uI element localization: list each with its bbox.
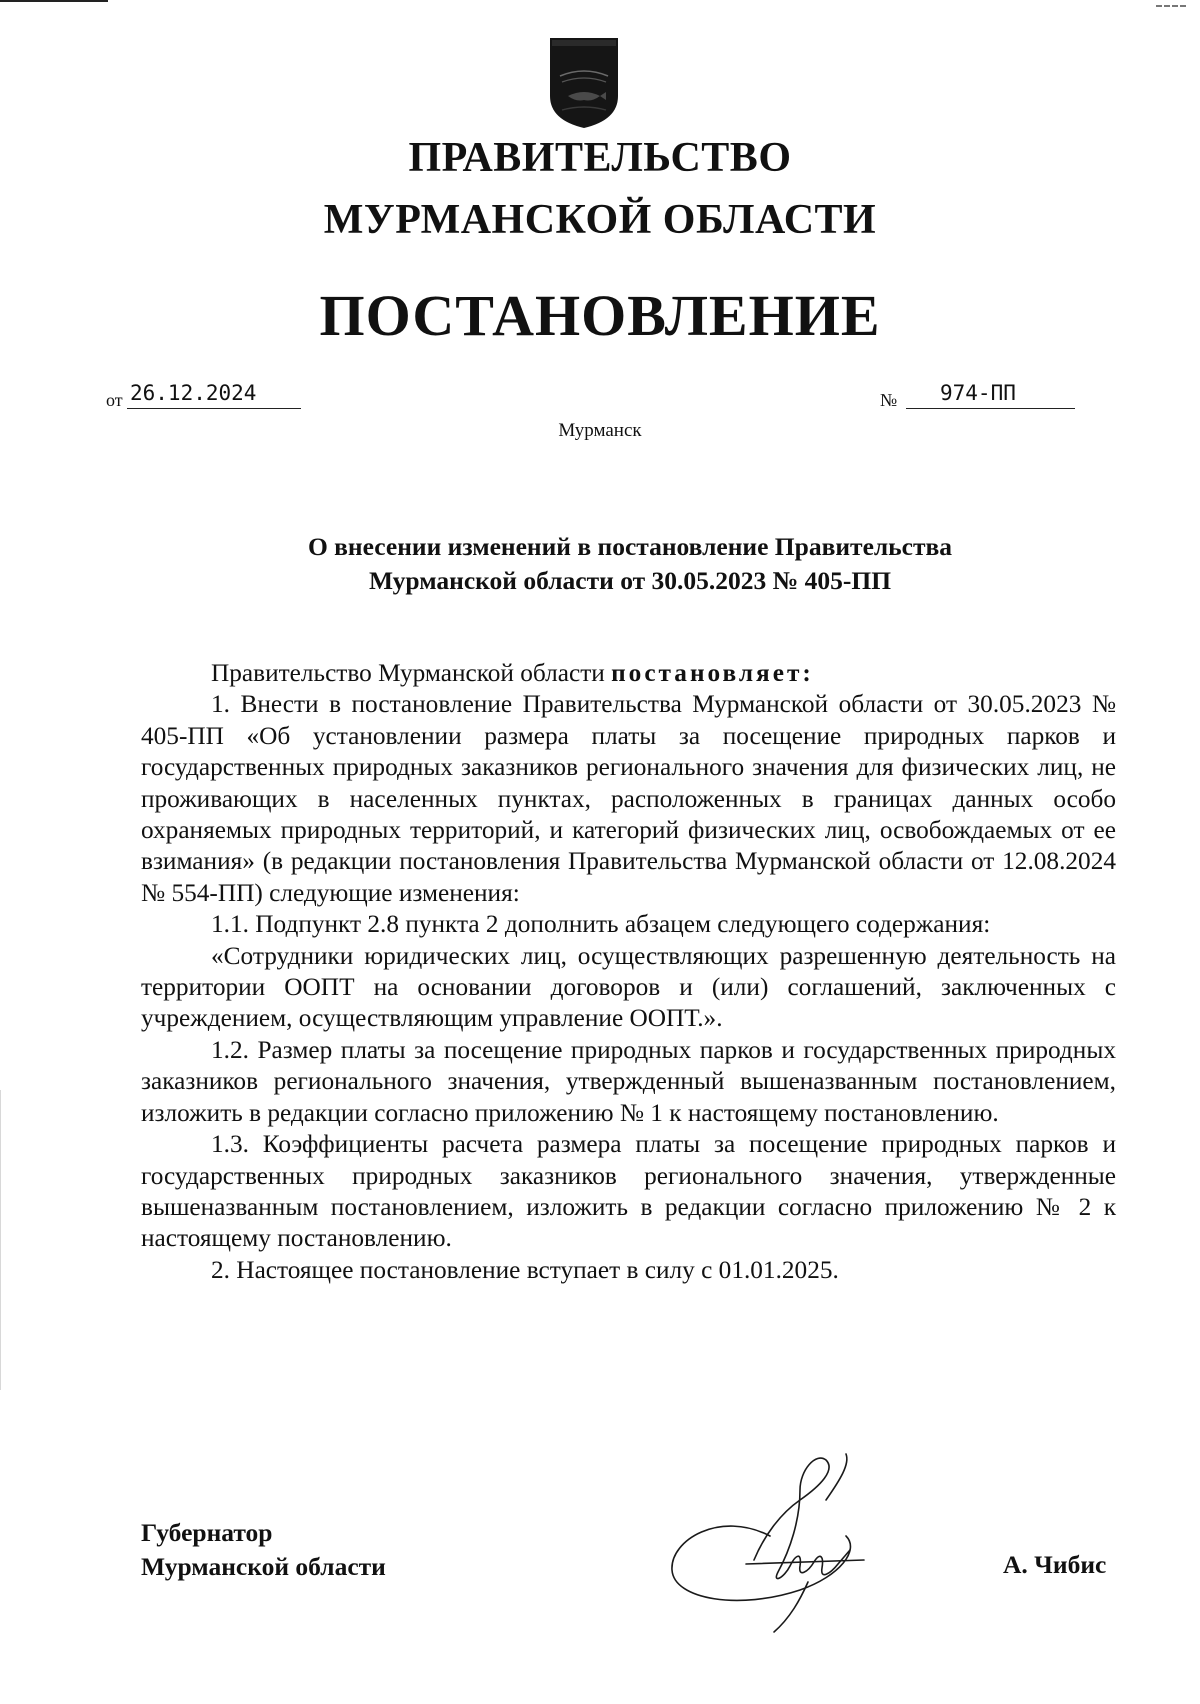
document-number: 974-ПП <box>906 378 1075 409</box>
body-paragraph-1-2: 1.2. Размер платы за посещение природных парков и государственных природных заказников регионального значения, утвержденный вышеназванным постановлением, изложить в редакции согласно приложению № 1 к настоящему постановлению. <box>141 1035 1116 1127</box>
subject-line1: О внесении изменений в постановление Правительства <box>307 532 953 561</box>
body-intro <box>141 658 1116 689</box>
number-prefix: № <box>880 390 898 410</box>
murmansk-coat-of-arms-icon <box>548 36 620 130</box>
org-name-line1: ПРАВИТЕЛЬСТВО <box>408 135 792 181</box>
document-city: Мурманск <box>558 420 642 441</box>
document-subject <box>0 530 1200 598</box>
intro-text: Правительство Мурманской области <box>211 659 612 687</box>
document-body <box>141 658 1116 1286</box>
date-prefix: от <box>106 390 123 410</box>
scan-artifact-line <box>0 0 108 2</box>
signatory-name: А. Чибис <box>1003 1550 1107 1579</box>
handwritten-signature-icon <box>650 1440 910 1640</box>
scan-artifact-dash <box>1156 5 1186 7</box>
body-paragraph-1: 1. Внести в постановление Правительства Мурманской области от 30.05.2023 № 405-ПП «Об установлении размера платы за посещение природных парков и государственных природных заказников регионального значения для физических лиц, не проживающих в населенных пунктах, расположенных в границах данных особо охраняемых природных территорий, и категорий физических лиц, освобождаемых от ее взимания» (в редакции постановления Правительства Мурманской области от 12.08.2024 № 554-ПП) следующие изменения: <box>141 690 1116 907</box>
intro-decree-word: постановляет: <box>611 659 814 687</box>
signatory-title-line1: Губернатор <box>141 1518 273 1547</box>
subject-line2: Мурманской области от 30.05.2023 № 405-ПП <box>368 566 892 595</box>
body-paragraph-1-3: 1.3. Коэффициенты расчета размера платы за посещение природных парков и государственных природных заказников регионального значения, утвержденные вышеназванным постановлением, изложить в редакции согласно приложению № 2 к настоящему постановлению. <box>141 1130 1116 1253</box>
body-paragraph-1-1-quote: «Сотрудники юридических лиц, осуществляющих разрешенную деятельность на территории ООПТ на основании договоров и (или) соглашений, заключенных с учреждением, осуществляющим управление ООПТ.». <box>141 941 1116 1033</box>
signatory-title <box>141 1516 386 1584</box>
document-type: ПОСТАНОВЛЕНИЕ <box>319 283 881 348</box>
document-date: 26.12.2024 <box>127 378 301 409</box>
signatory-title-line2: Мурманской области <box>141 1552 386 1581</box>
body-paragraph-1-1: 1.1. Подпункт 2.8 пункта 2 дополнить абзацем следующего содержания: <box>211 910 991 939</box>
body-paragraph-2: 2. Настоящее постановление вступает в силу с 01.01.2025. <box>211 1255 839 1284</box>
scan-artifact-edge <box>0 1090 1 1390</box>
org-name-line2: МУРМАНСКОЙ ОБЛАСТИ <box>323 197 877 243</box>
